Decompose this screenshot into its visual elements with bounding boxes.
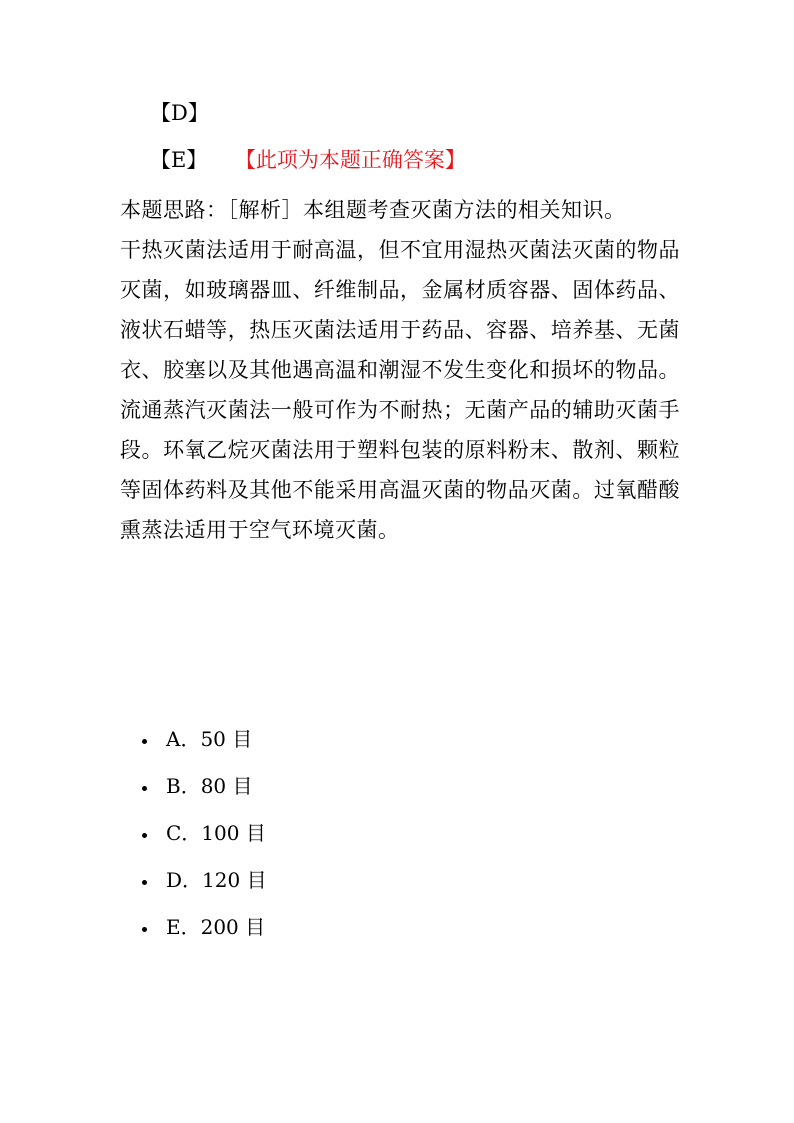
bullet-icon [142,880,147,885]
bullet-icon [142,833,147,838]
bullet-icon [142,927,147,932]
choice-item-c [142,816,267,863]
option-d-text: 【D】 [150,101,209,125]
choice-list [142,722,267,957]
choice-item-d [142,863,267,910]
bullet-icon [142,786,147,791]
analysis-section [120,190,680,550]
analysis-body: 干热灭菌法适用于耐高温，但不宜用湿热灭菌法灭菌的物品灭菌，如玻璃器皿、纤维制品，金属材质容器、固体药品、液状石蜡等，热压灭菌法适用于药品、容器、培养基、无菌衣、胶塞以及其他遇高温和潮湿不发生变化和损坏的物品。流通蒸汽灭菌法一般可作为不耐热；无菌产品的辅助灭菌手段。环氧乙烷灭菌法用于塑料包装的原料粉末、散剂、颗粒等固体药料及其他不能采用高温灭菌的物品灭菌。过氧醋酸熏蒸法适用于空气环境灭菌。 [120,238,680,542]
choice-item-b [142,769,267,816]
correct-answer-tag: 【此项为本题正确答案】 [245,148,466,172]
bullet-icon [142,739,147,744]
choice-item-a [142,722,267,769]
choice-text: B．80 目 [166,774,253,798]
choice-text: E．200 目 [166,915,266,939]
choice-text: D．120 目 [166,868,267,892]
analysis-intro: 本题思路：［解析］本组题考查灭菌方法的相关知识。 [120,198,626,222]
choice-item-e [142,910,267,957]
choice-text: A．50 目 [166,727,253,751]
option-e-label [150,145,466,175]
choice-text: C．100 目 [166,821,266,845]
option-d-label [150,98,209,128]
option-e-text: 【E】 [150,148,208,172]
